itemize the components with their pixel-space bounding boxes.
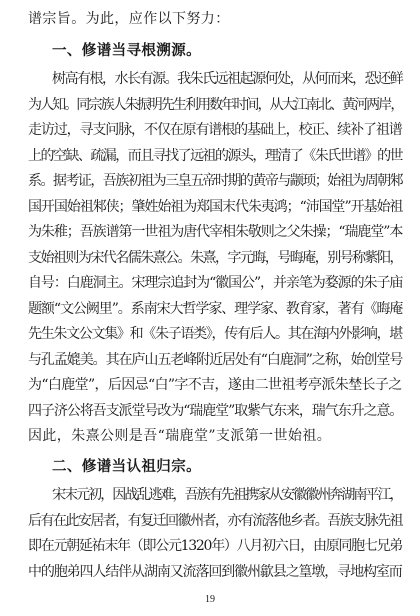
paragraph-first-line: 树高有根，水长有源。我朱氏远祖起源何处，从何而来，恐还鲜 (52, 71, 403, 87)
text-line: 题额“文公阙里”。系南宋大哲学家、理学家、教育家，著有《晦庵 (28, 301, 403, 317)
text-line: 系。据考证，吾族初祖为三皇五帝时期的黄帝与颛顼；始祖为周朝邾 (28, 173, 402, 189)
text-line: 谱宗旨。为此，应作以下努力： (28, 11, 230, 27)
text-line: 即在元朝延祐末年（即公元1320年）八月初六日，由原同胞七兄弟 (28, 538, 403, 554)
text-line: 后有在此安居者，有复迁回徽州者，亦有流落他乡者。吾族支脉先祖 (28, 513, 402, 529)
text-line: 中的胞弟四人结伴从湖南又流落回到徽州歙县之篁墩，寻地构室而 (28, 564, 402, 580)
text-line: 因此，朱熹公则是吾“瑞鹿堂”支派第一世始祖。 (28, 428, 332, 444)
page-number: 19 (205, 594, 215, 605)
text-line: 支始祖则为宋代名儒朱熹公。朱熹，字元晦，号晦庵，别号称紫阳， (28, 250, 402, 266)
text-line: 国开国始祖邾侠；肇姓始祖为郑国末代朱夷鸿；“沛国堂”开基始祖 (28, 199, 403, 215)
section-heading-2: 二、修谱当认祖归宗。 (52, 459, 201, 475)
text-line: 四子济公将吾支派堂号改为“瑞鹿堂”取紫气东来，瑞气东升之意。 (28, 403, 403, 419)
section-heading-1: 一、修谱当寻根溯源。 (52, 43, 201, 59)
text-line: 先生朱文公文集》和《朱子语类》，传有后人。其在海内外影响，堪 (28, 326, 402, 342)
text-line: 自号：白鹿洞主。宋理宗追封为“徽国公”，并亲笔为婺源的朱子庙 (28, 275, 403, 291)
text-line: 与孔孟媲美。其在庐山五老峰附近居处有“白鹿洞”之称，始创堂号 (28, 352, 403, 368)
paragraph-first-line: 宋末元初，因战乱逃难，吾族有先祖携家从安徽徽州奔湖南平江， (52, 487, 402, 503)
text-line: 上的空缺、疏漏，而且寻找了远祖的源头，理清了《朱氏世谱》的世 (28, 148, 402, 164)
text-line: 为人知。同宗族人朱振明先生利用数年时间，从大江南北、黄河两岸， (28, 97, 403, 113)
text-line: 为朱稚；吾族谱第一世祖为唐代宰相朱敬则之父朱操；“瑞鹿堂”本 (28, 224, 403, 240)
text-line: 走访过，寻支问脉，不仅在原有谱根的基础上，校正、续补了祖谱 (28, 122, 402, 138)
text-line: 为“白鹿堂”，后因忌“白”字不吉，遂由二世祖考亭派朱埜长子之 (28, 377, 402, 393)
